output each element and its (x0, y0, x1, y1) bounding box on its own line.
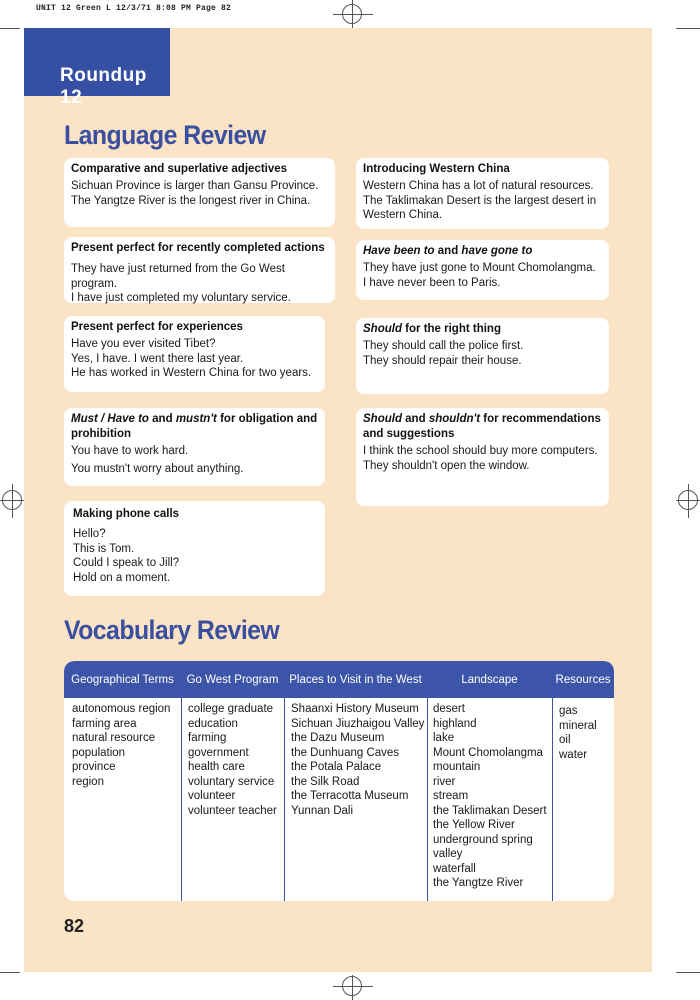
box-heading-italic: Should (363, 413, 402, 425)
word-item: autonomous region (72, 703, 171, 715)
page-number: 82 (64, 916, 85, 936)
box-heading: Introducing Western China (363, 163, 510, 175)
column-header-landscape: Landscape (461, 673, 518, 686)
box-heading-rest: for recommendations and suggestions (363, 413, 601, 440)
box-heading: Present perfect for experiences (71, 321, 243, 333)
box-heading: Present perfect for recently completed actions (71, 242, 325, 254)
word-item: Yunnan Dali (291, 804, 354, 817)
box-line: I have just completed my voluntary service. (71, 292, 291, 304)
language-review-title: Language Review (64, 120, 266, 150)
box-heading-rest: for obligation and prohibition (71, 413, 318, 440)
box-heading (71, 412, 319, 442)
box-heading-mid: and (434, 245, 462, 257)
box-line: Yes, I have. I went there last year. (71, 352, 244, 365)
word-item: waterfall (433, 862, 476, 875)
word-item: valley (433, 848, 463, 860)
box-line: The Taklimakan Desert is the largest desert in (363, 194, 597, 207)
word-item: the Terracotta Museum (291, 790, 409, 802)
box-heading-italic: Should (363, 323, 402, 335)
grammar-box-comparatives (64, 158, 335, 227)
box-line: The Yangtze River is the longest river in China. (71, 194, 311, 207)
word-item: natural resource (72, 732, 156, 744)
word-item: highland (433, 717, 477, 730)
box-line: This is Tom. (73, 542, 135, 555)
box-line: Sichuan Province is larger than Gansu Province. (71, 180, 319, 192)
grammar-box-present-perfect-experience (64, 316, 325, 392)
box-heading (363, 244, 603, 259)
box-heading (363, 322, 603, 337)
word-item: underground spring (433, 833, 533, 846)
column-divider (552, 698, 553, 901)
box-line: You have to work hard. (71, 445, 189, 457)
box-line: Western China has a lot of natural resources. (363, 180, 594, 192)
box-heading-mid: and (148, 413, 176, 425)
column-header-go-west-program: Go West Program (186, 673, 279, 686)
vocabulary-review-title: Vocabulary Review (64, 615, 280, 645)
word-item: health care (188, 761, 245, 773)
column-places-to-visit (291, 702, 424, 818)
word-item: the Potala Palace (291, 761, 382, 773)
box-heading-italic: shouldn't (428, 413, 481, 425)
word-item: volunteer teacher (188, 804, 277, 817)
word-item: Shaanxi History Museum (291, 703, 419, 715)
roundup-tab (24, 28, 170, 108)
box-heading: Making phone calls (73, 508, 180, 520)
column-divider (284, 698, 285, 901)
box-line: He has worked in Western China for two years. (71, 367, 312, 379)
word-item: the Taklimakan Desert (433, 804, 547, 817)
box-line: You mustn't worry about anything. (71, 462, 244, 475)
word-item: government (188, 746, 249, 759)
word-item: college graduate (188, 703, 274, 715)
word-item: gas (559, 705, 578, 717)
column-divider (181, 698, 182, 901)
box-heading-italic: mustn't (175, 413, 217, 425)
column-header-resources: Resources (555, 673, 611, 686)
grammar-box-should-shouldnt (356, 408, 609, 506)
word-item: the Yangtze River (433, 877, 524, 889)
grammar-box-western-china (356, 158, 609, 229)
column-header-geographical-terms: Geographical Terms (71, 673, 174, 686)
word-item: Sichuan Jiuzhaigou Valley (291, 717, 425, 730)
word-item: the Dunhuang Caves (291, 746, 400, 759)
word-item: the Yellow River (433, 819, 515, 831)
vocabulary-table (64, 661, 614, 901)
word-item: mineral (559, 719, 597, 732)
box-line: They should call the police first. (363, 340, 524, 352)
print-header: UNIT 12 Green L 12/3/71 8:08 PM Page 82 (36, 4, 232, 13)
box-line: Western China. (363, 209, 443, 221)
grammar-box-must-have-to (64, 408, 325, 486)
word-item: education (188, 717, 238, 730)
word-item: mountain (433, 761, 481, 773)
box-heading: Comparative and superlative adjectives (71, 163, 288, 175)
box-heading-italic: Must / Have to (71, 413, 149, 425)
box-line: I have never been to Paris. (363, 276, 501, 289)
box-line: They should repair their house. (363, 354, 522, 367)
word-item: Mount Chomolangma (433, 746, 543, 759)
box-line: I think the school should buy more computers. (363, 445, 598, 457)
box-line: Could I speak to Jill? (73, 557, 180, 569)
box-line: They shouldn't open the window. (363, 459, 530, 472)
word-item: population (72, 746, 126, 759)
box-heading-mid: and (401, 413, 429, 425)
box-line: They have just gone to Mount Chomolangma. (363, 262, 596, 274)
word-item: oil (559, 734, 571, 746)
column-geographical-terms (72, 702, 170, 789)
box-line: They have just returned from the Go West program. (71, 263, 285, 290)
box-line: Have you ever visited Tibet? (71, 338, 216, 350)
word-item: stream (433, 790, 469, 802)
word-item: the Silk Road (291, 775, 360, 788)
grammar-box-present-perfect-recent (64, 237, 335, 303)
word-item: province (72, 761, 116, 773)
column-go-west-program (188, 702, 277, 818)
box-heading-italic: have gone to (461, 245, 533, 257)
box-line: Hello? (73, 528, 106, 540)
word-item: farming area (72, 717, 137, 730)
word-item: river (433, 775, 456, 788)
column-landscape (433, 702, 547, 891)
box-heading-rest: for the right thing (401, 323, 501, 335)
word-item: volunteer (188, 790, 236, 802)
grammar-box-should (356, 318, 609, 394)
word-item: lake (433, 732, 455, 744)
word-item: voluntary service (188, 775, 275, 788)
grammar-box-phone-calls (64, 501, 325, 596)
word-item: water (559, 748, 588, 761)
word-item: region (72, 775, 104, 788)
box-line: Hold on a moment. (73, 571, 171, 584)
grammar-box-been-gone (356, 240, 609, 300)
word-item: farming (188, 732, 227, 744)
column-resources (559, 704, 597, 762)
column-divider (427, 698, 428, 901)
box-heading (363, 412, 603, 442)
roundup-label: Roundup 12 (60, 65, 147, 108)
word-item: desert (433, 703, 465, 715)
box-heading-italic: Have been to (363, 245, 435, 257)
column-header-places-to-visit: Places to Visit in the West (289, 673, 422, 686)
word-item: the Dazu Museum (291, 732, 385, 744)
